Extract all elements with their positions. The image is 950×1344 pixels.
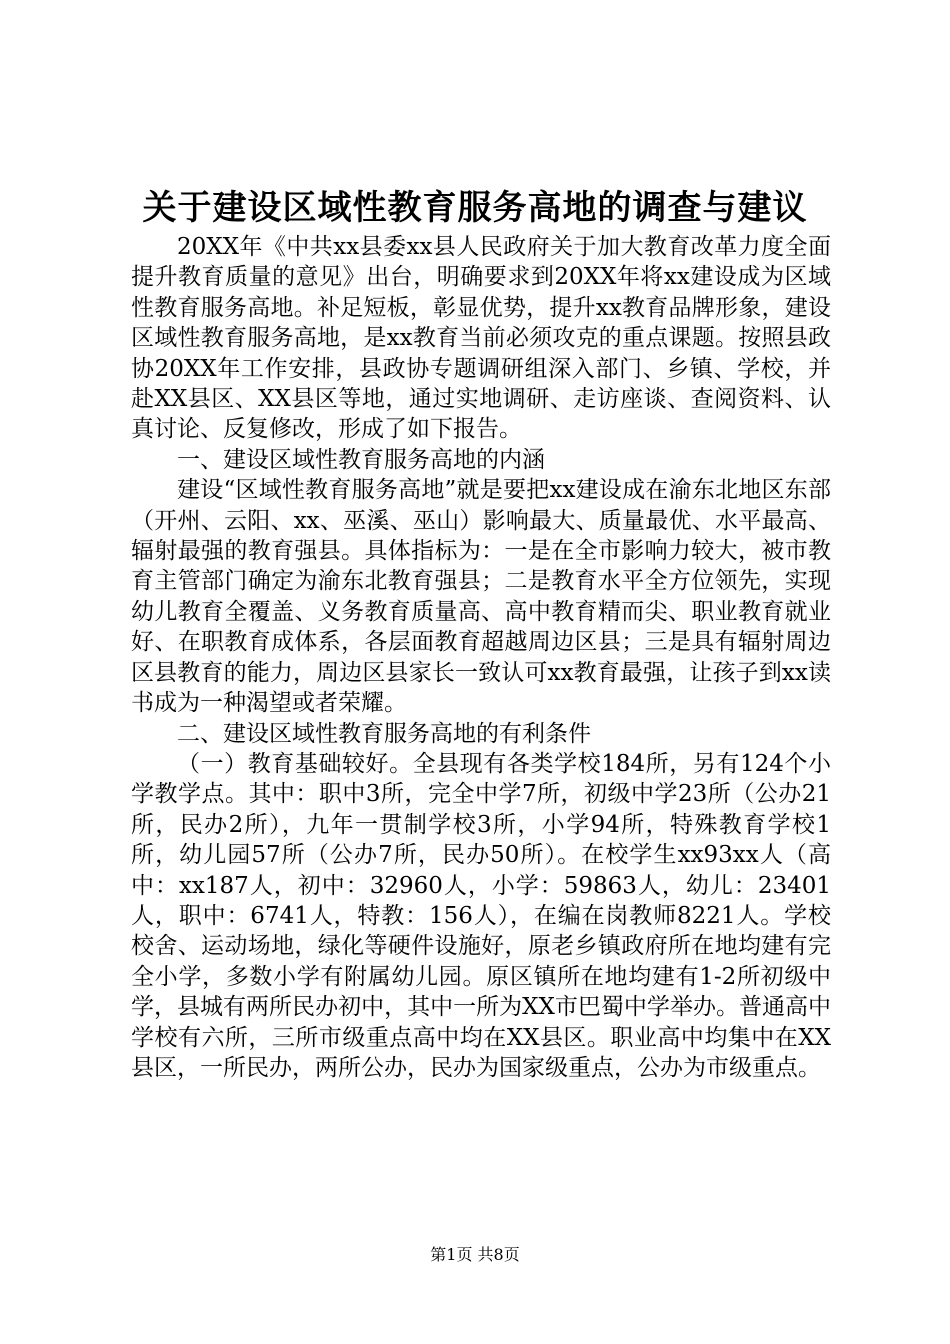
paragraph-meaning: 建设“区域性教育服务高地”就是要把xx建设成在渝东北地区东部（开州、云阳、xx、巫溪、巫山）影响最大、质量最优、水平最高、辐射最强的教育强县。具体指标为：一是在全市影响力较大，被市教育主管部门确定为渝东北教育强县；二是教育水平全方位领先，实现幼儿教育全覆盖、义务教育质量高、高中教育精而尖、职业教育就业好、在职教育成体系，各层面教育超越周边区县；三是具有辐射周边区县教育的能力，周边区县家长一致认可xx教育最强，让孩子到xx读书成为一种渴望或者荣耀。 [131,477,831,717]
page-footer: 第1页 共8页 [430,1245,520,1264]
section-heading-conditions: 二、建设区域性教育服务高地的有利条件 [177,720,591,747]
section-heading-meaning: 一、建设区域性教育服务高地的内涵 [177,446,545,473]
paragraph-education-foundation: （一）教育基础较好。全县现有各类学校184所，另有124个小学教学点。其中：职中3所，完全中学7所，初级中学23所（公办21所，民办2所），九年一贯制学校3所，小学94所，特殊教育学校1所，幼儿园57所（公办7所，民办50所）。在校学生xx93xx人（高中：xx187人，初中：32960人，小学：59863人，幼儿：23401人，职中：6741人，特教：156人），在编在岗教师8221人。学校校舍、运动场地，绿化等硬件设施好，原老乡镇政府所在地均建有完全小学，多数小学有附属幼儿园。原区镇所在地均建有1-2所初级中学，县城有两所民办初中，其中一所为XX市巴蜀中学举办。普通高中学校有六所，三所市级重点高中均在XX县区。职业高中均集中在XX县区，一所民办，两所公办，民办为国家级重点，公办为市级重点。 [131,750,831,1081]
paragraph-intro: 20XX年《中共xx县委xx县人民政府关于加大教育改革力度全面提升教育质量的意见》出台，明确要求到20XX年将xx建设成为区域性教育服务高地。补足短板，彰显优势，提升xx教育品牌形象，建设区域性教育服务高地，是xx教育当前必须攻克的重点课题。按照县政协20XX年工作安排，县政协专题调研组深入部门、乡镇、学校，并赴XX县区、XX县区等地，通过实地调研、走访座谈、查阅资料、认真讨论、反复修改，形成了如下报告。 [131,234,831,443]
document-body [131,232,831,1083]
document-title: 关于建设区域性教育服务高地的调查与建议 [142,188,808,228]
